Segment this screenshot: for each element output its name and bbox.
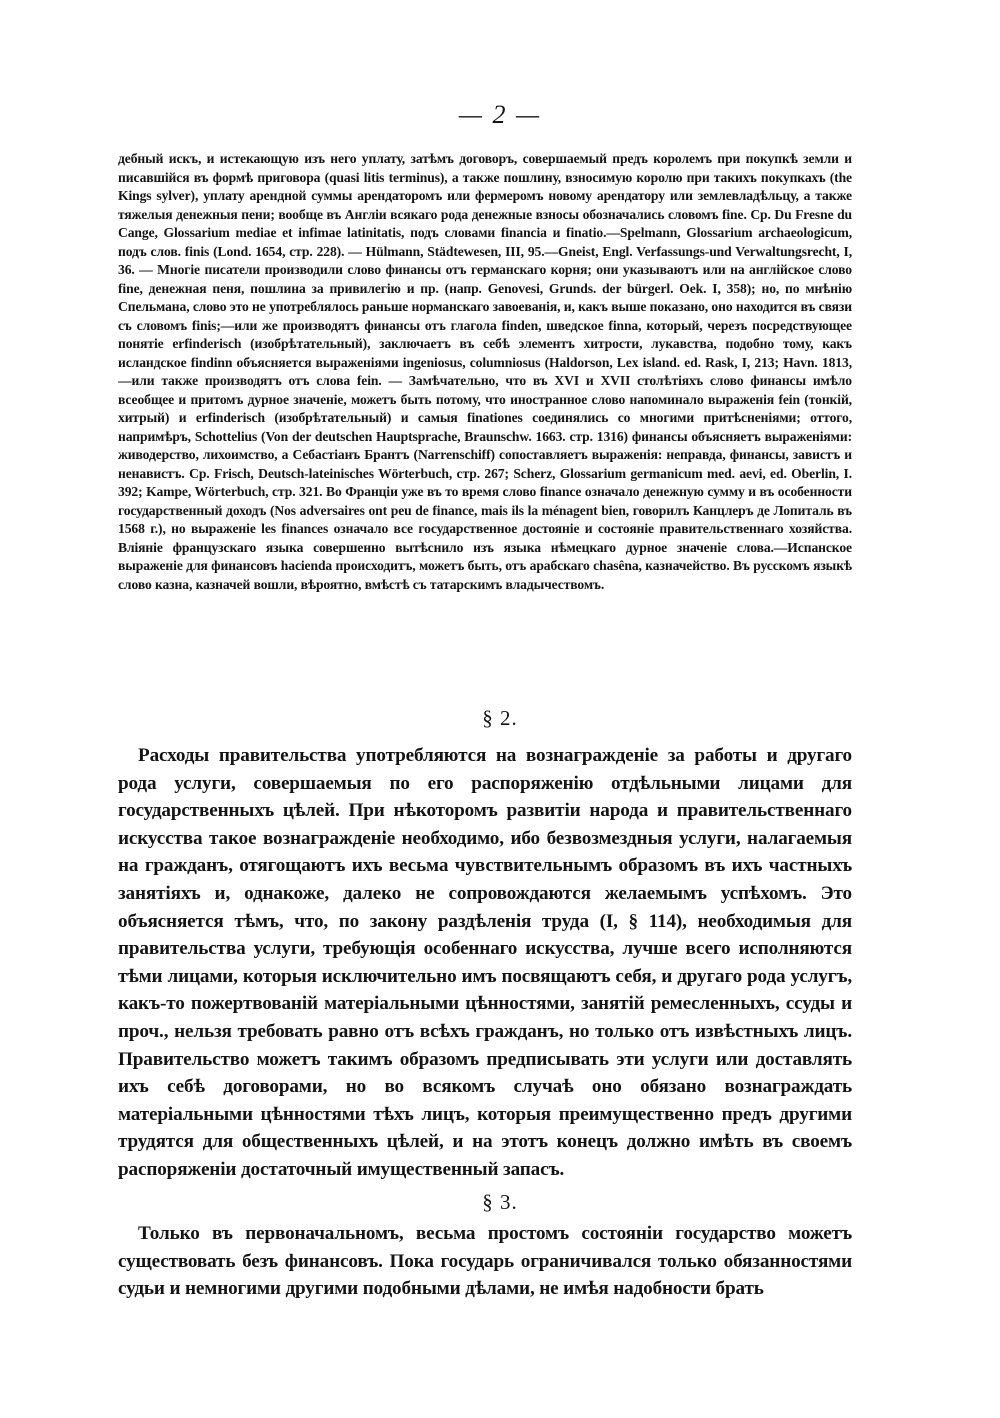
paragraph: Только въ первоначальномъ, весьма простомъ состояніи государство можетъ существовать безъ финансовъ. Пока государь ограничивался только обязанностями судьи и немногими другими подобными дѣлами, не имѣя надобности брать xyxy=(118,1223,852,1300)
footnote xyxy=(118,150,852,594)
section-heading-3: § 3. xyxy=(482,1190,518,1214)
section-body-2 xyxy=(118,742,852,1184)
paragraph: Расходы правительства употребляются на вознагражденіе за работы и другаго рода услуги, совершаемыя по его распоряженію отдѣльными лицами для государственныхъ цѣлей. При нѣкоторомъ развитіи народа и правительственнаго искусства такое вознагражденіе необходимо, ибо безвозмездныя услуги, налагаемыя на гражданъ, отягощаютъ ихъ весьма чувствительнымъ образомъ въ ихъ частныхъ занятіяхъ и, однакоже, далеко не сопровождаются желаемымъ успѣхомъ. Это объясняется тѣмъ, что, по закону раздѣленія труда (I, § 114), необходимыя для правительства услуги, требующія особеннаго искусства, лучше всего исполняются тѣми лицами, которыя исключительно имъ посвящаютъ себя, и другаго рода услугъ, какъ-то пожертвованій матеріальными цѣнностями, занятій ремесленныхъ, ссуды и проч., нельзя требовать равно отъ всѣхъ гражданъ, но только отъ извѣстныхъ лицъ. Правительство можетъ такимъ образомъ предписывать эти услуги или доставлять ихъ себѣ договорами, но во всякомъ случаѣ оно обязано вознаграждать матеріальными цѣнностями тѣхъ лицъ, которыя преимущественно предъ другими трудятся для общественныхъ цѣлей, и на этотъ конецъ должно имѣть въ своемъ распоряженіи достаточный имущественный запасъ. xyxy=(118,745,852,1180)
section-body-3 xyxy=(118,1220,852,1303)
section-heading-2: § 2. xyxy=(482,706,518,730)
footnote-text: дебный искъ, и истекающую изъ него уплату, затѣмъ договоръ, совершаемый предъ королемъ при покупкѣ земли и писавшійся въ формѣ приговора (quasi litis terminus), а также пошлину, взносимую королю при такихъ покупкахъ (the Kings sylver), уплату арендной суммы арендаторомъ или фермеромъ новому арендатору или землевладѣльцу, а также тяжелыя денежныя пени; вообще въ Англіи всякаго рода денежные взносы обозначались словомъ fine. Ср. Du Fresne du Cange, Glossarium mediae et infimae latinitatis, подъ словами financia и finatio.—Spelmann, Glossarium archaeologicum, подъ слов. finis (Lond. 1654, стр. 228). — Hülmann, Städtewesen, III, 95.—Gneist, Engl. Verfassungs-und Verwaltungsrecht, I, 36. — Многіе писатели производили слово финансы отъ германскаго корня; они указываютъ или на англійское слово fine, денежная пеня, пошлина за привилегію и пр. (напр. Genovesi, Grunds. der bürgerl. Oek. I, 358); но, по мнѣнію Спельмана, слово это не употреблялось раньше норманскаго завоеванія, и, какъ выше показано, оно находится въ связи съ словомъ finis;—или же производятъ финансы отъ глагола finden, шведское finna, который, черезъ посредствующее понятіе erfinderisch (изобрѣтательный), заключаетъ въ себѣ элементъ хитрости, лукавства, подобно тому, какъ исландское findinn объясняется выраженіями ingeniosus, columniosus (Haldorson, Lex island. ed. Rask, I, 213; Havn. 1813,—или также производятъ отъ слова fein. — Замѣчательно, что въ XVI и XVII столѣтіяхъ слово финансы имѣло всеобщее и притомъ дурное значеніе, можетъ быть потому, что иностранное слово напоминало выраженія fein (тонкій, хитрый) и erfinderisch (изобрѣтательный) и самыя finationes соединялись со многими притѣсненіями; оттого, напримѣръ, Schottelius (Von der deutschen Hauptsprache, Braunschw. 1663. стр. 1316) финансы объясняетъ выраженіями: живодерство, лихоимство, а Себастіанъ Брантъ (Narrenschiff) сопоставляетъ выраженія: неправда, финансы, завистъ и ненавистъ. Ср. Frisch, Deutsch-lateinisches Wörterbuch, стр. 267; Scherz, Glossarium germanicum med. aevi, ed. Oberlin, I. 392; Kampe, Wörterbuch, стр. 321. Во Франціи уже въ то время слово finance означало денежную сумму и въ особенности государственный доходъ (Nos adversaires ont peu de finance, mais ils la ménagent bien, говорилъ Канцлеръ де Лопиталь въ 1568 г.), но выраженіе les finances означало все государственное достояніе и состояніе правительственнаго хозяйства. Вліяніе французскаго языка совершенно вытѣснило изъ языка нѣмецкаго дурное значеніе слова.—Испанское выраженіе для финансовъ hacienda происходитъ, можетъ быть, отъ арабскаго chasêna, казначейство. Въ русскомъ языкѣ слово казна, казначей вошли, вѣроятно, вмѣстѣ съ татарскимъ владычествомъ. xyxy=(118,151,852,592)
page-number: — 2 — xyxy=(458,100,542,129)
